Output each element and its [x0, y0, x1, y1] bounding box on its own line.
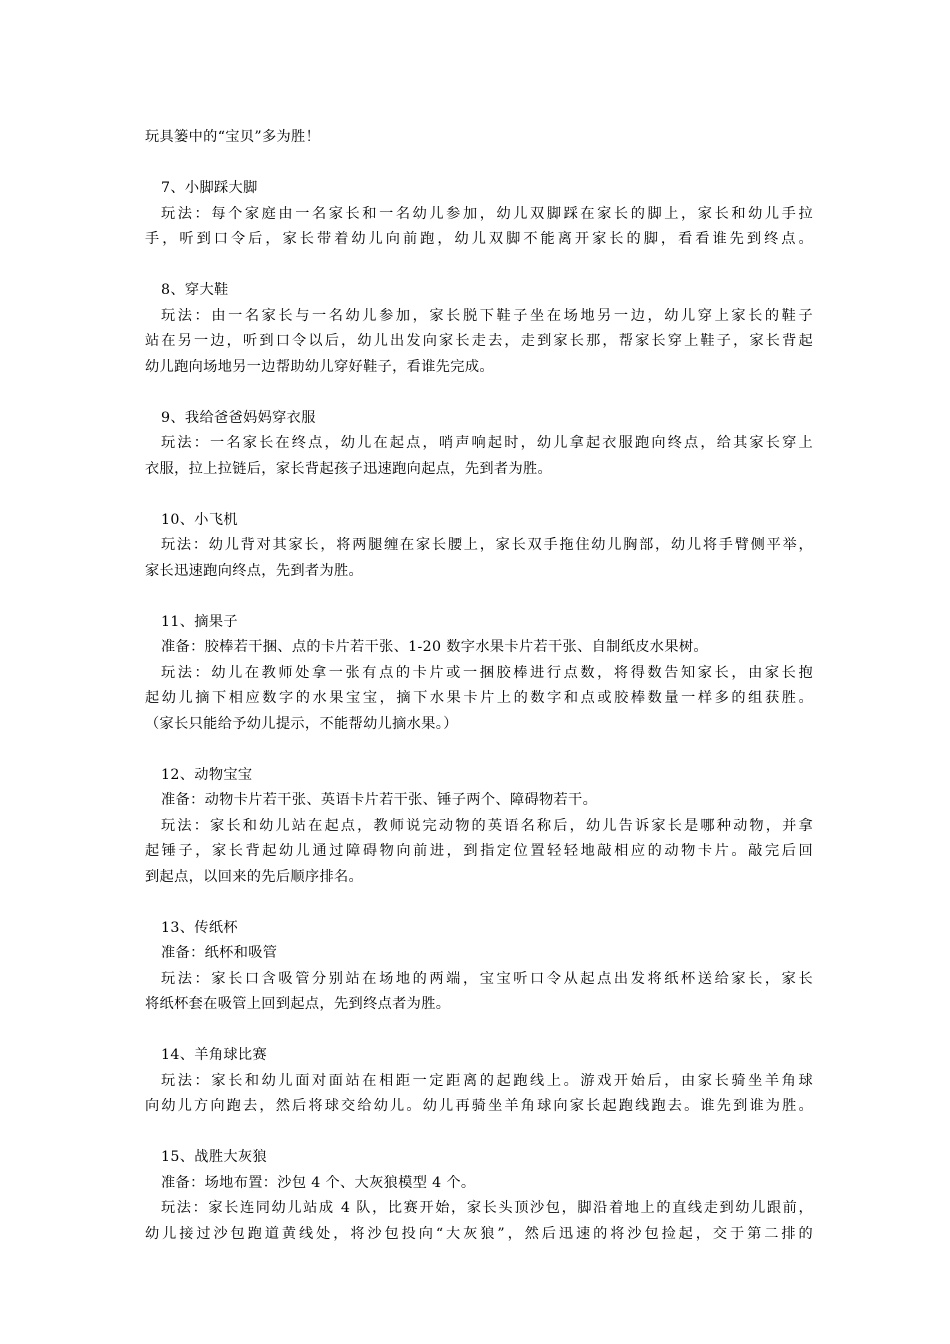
- paragraph-line: 站在另一边，听到口令以后，幼儿出发向家长走去，走到家长那，帮家长穿上鞋子，家长背起: [145, 333, 813, 349]
- paragraph-line: 衣服，拉上拉链后，家长背起孩子迅速跑向起点，先到者为胜。: [145, 460, 553, 477]
- section-heading: 13、传纸杯: [161, 919, 238, 936]
- paragraph-line: 幼儿接过沙包跑道黄线处，将沙包投向“大灰狼”，然后迅速的将沙包捡起，交于第二排的: [145, 1225, 813, 1242]
- section-heading: 9、我给爸爸妈妈穿衣服: [161, 409, 316, 426]
- paragraph-line: 家长迅速跑向终点，先到者为胜。: [145, 562, 364, 579]
- blank-line: [145, 482, 813, 508]
- paragraph-line: 玩法：家长和幼儿面对面站在相距一定距离的起跑线上。游戏开始后，由家长骑坐羊角球: [161, 1072, 813, 1089]
- paragraph-line: 手，听到口令后，家长带着幼儿向前跑，幼儿双脚不能离开家长的脚，看看谁先到终点。: [145, 231, 813, 247]
- paragraph-line: 向幼儿方向跑去，然后将球交给幼儿。幼儿再骑坐羊角球向家长起跑线跑去。谁先到谁为胜。: [145, 1098, 813, 1114]
- blank-line: [145, 584, 813, 610]
- paragraph-line: 到起点，以回来的先后顺序排名。: [145, 868, 364, 885]
- blank-line: [145, 737, 813, 763]
- section-heading: 14、羊角球比赛: [161, 1047, 267, 1063]
- document-page: [145, 125, 813, 1247]
- paragraph-line: 玩法：幼儿在教师处拿一张有点的卡片或一捆胶棒进行点数，将得数告知家长，由家长抱: [161, 664, 813, 681]
- blank-line: [145, 1018, 813, 1044]
- paragraph-line: 将纸杯套在吸管上回到起点，先到终点者为胜。: [145, 996, 451, 1012]
- paragraph-line: 玩法：家长和幼儿站在起点，教师说完动物的英语名称后，幼儿告诉家长是哪种动物，并拿: [161, 817, 813, 834]
- paragraph-line: 玩法：家长口含吸管分别站在场地的两端，宝宝听口令从起点出发将纸杯送给家长，家长: [161, 970, 813, 987]
- section-heading: 8、穿大鞋: [161, 282, 229, 298]
- paragraph-line: 玩法：一名家长在终点，幼儿在起点，哨声响起时，幼儿拿起衣服跑向终点，给其家长穿上: [161, 435, 813, 451]
- paragraph-line: 玩具篓中的“宝贝”多为胜！: [145, 129, 321, 145]
- section-heading: 10、小飞机: [161, 511, 238, 528]
- paragraph-line: 幼儿跑向场地另一边帮助幼儿穿好鞋子，看谁先完成。: [145, 358, 494, 375]
- blank-line: [145, 253, 813, 279]
- section-heading: 7、小脚踩大脚: [161, 180, 258, 196]
- paragraph-line: 起幼儿摘下相应数字的水果宝宝，摘下水果卡片上的数字和点或胶棒数量一样多的组获胜。: [145, 690, 813, 706]
- blank-line: [145, 1120, 813, 1146]
- paragraph-line: 准备：纸杯和吸管: [161, 945, 278, 961]
- blank-line: [145, 380, 813, 406]
- paragraph-line: 玩法：每个家庭由一名家长和一名幼儿参加，幼儿双脚踩在家长的脚上，家长和幼儿手拉: [161, 205, 813, 222]
- blank-line: [145, 890, 813, 916]
- paragraph-line: 玩法：由一名家长与一名幼儿参加，家长脱下鞋子坐在场地另一边，幼儿穿上家长的鞋子: [161, 307, 813, 324]
- paragraph-line: 准备：场地布置：沙包 4 个、大灰狼模型 4 个。: [161, 1174, 476, 1191]
- paragraph-line: 准备：动物卡片若干张、英语卡片若干张、锤子两个、障碍物若干。: [161, 792, 598, 808]
- paragraph-line: 玩法：家长连同幼儿站成 4 队，比赛开始，家长头顶沙包，脚沿着地上的直线走到幼儿跟前，: [161, 1200, 813, 1216]
- paragraph-line: 玩法：幼儿背对其家长，将两腿缠在家长腰上，家长双手拖住幼儿胸部，幼儿将手臂侧平举，: [161, 537, 813, 553]
- section-heading: 11、摘果子: [161, 613, 238, 630]
- blank-line: [145, 151, 813, 177]
- paragraph-line: 起锤子，家长背起幼儿通过障碍物向前进，到指定位置轻轻地敲相应的动物卡片。敲完后回: [145, 843, 813, 859]
- paragraph-line: 准备：胶棒若干捆、点的卡片若干张、1-20 数字水果卡片若干张、自制纸皮水果树。: [161, 639, 708, 655]
- paragraph-line: （家长只能给予幼儿提示，不能帮幼儿摘水果。）: [145, 715, 458, 732]
- section-heading: 15、战胜大灰狼: [161, 1149, 267, 1165]
- section-heading: 12、动物宝宝: [161, 766, 253, 783]
